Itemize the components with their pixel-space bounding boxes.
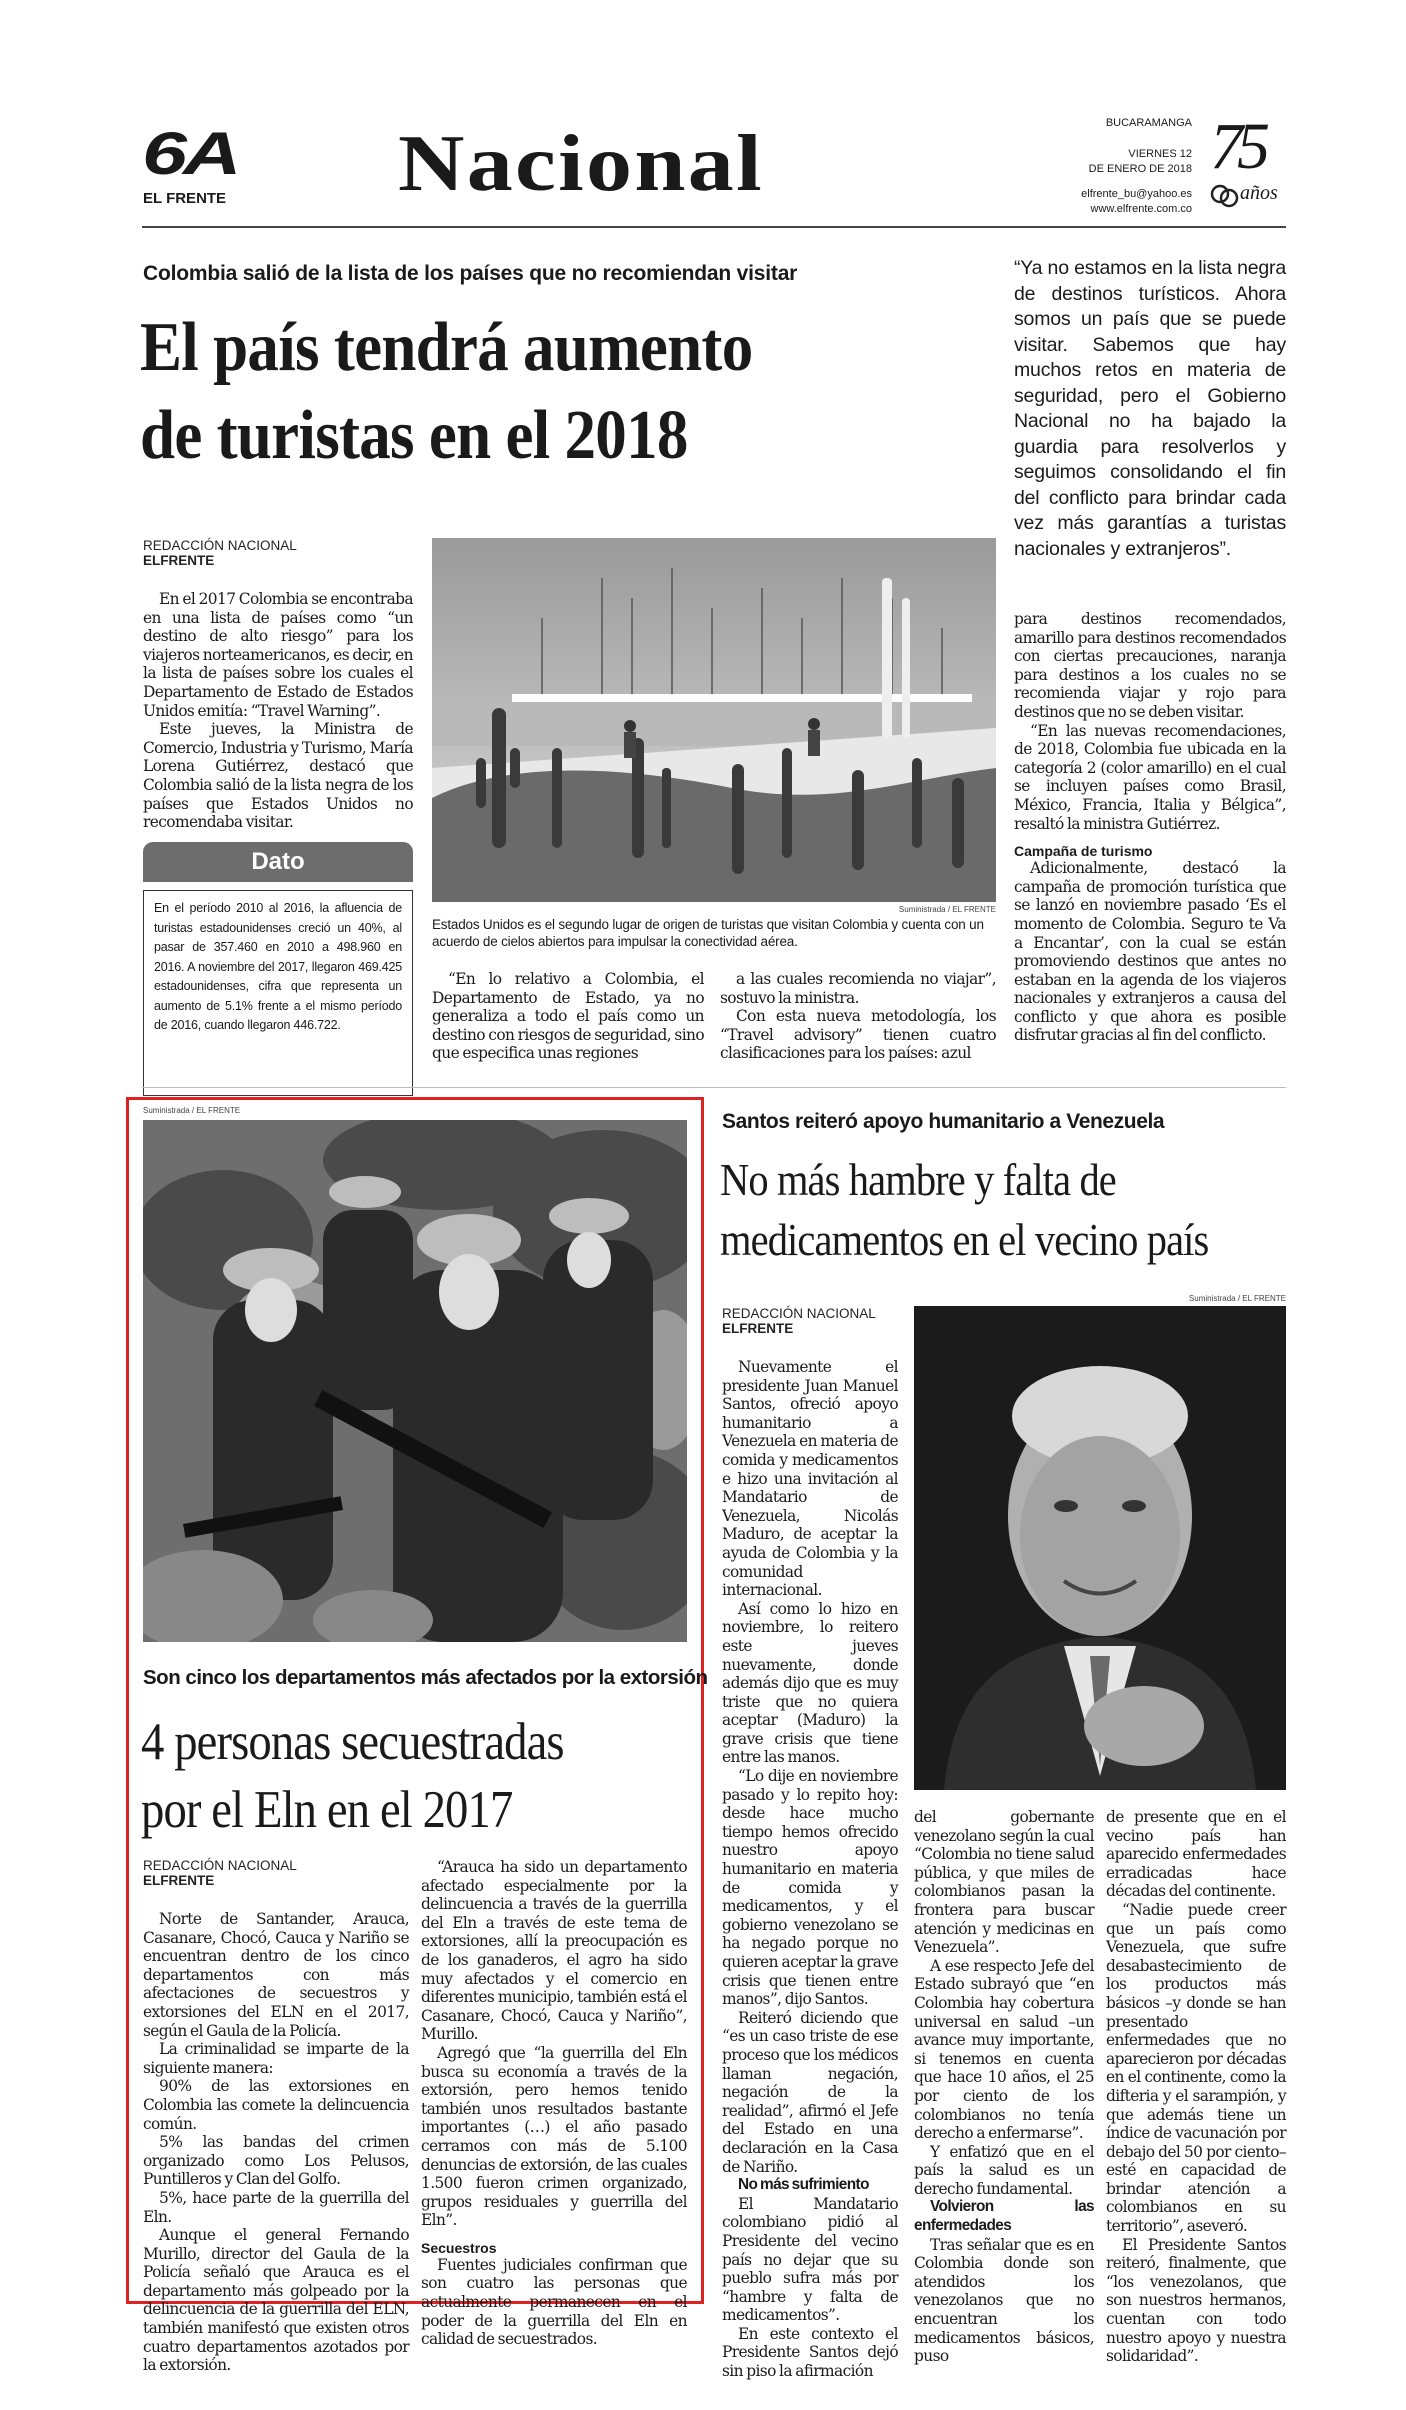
marina-photo (432, 538, 996, 902)
headline-line: de turistas en el 2018 (140, 397, 688, 474)
guerrilla-photo (143, 1120, 687, 1642)
anniversary-logo (1206, 112, 1286, 216)
photo-caption: Estados Unidos es el segundo lugar de origen de turistas que visitan Colombia y cuenta con un acuerdo de cielos abiertos para impulsar la conectividad aérea. (432, 917, 984, 949)
anniversary-rings-icon (1210, 180, 1244, 214)
paragraph: Reiteró diciendo que “es un caso triste de ese proceso que los médicos llaman negación, negación de la realidad”, afirmó el Jefe del Estado en una declaración en la Casa de Nariño. (722, 2008, 898, 2176)
paragraph: a las cuales recomienda no viajar”, sostuvo la ministra. (720, 970, 996, 1007)
email[interactable]: elfrente_bu@yahoo.es (1081, 188, 1192, 200)
byline-desk: REDACCIÓN NACIONAL (722, 1306, 876, 1321)
paragraph: 5% las bandas del crimen organizado como Los Pelusos, Puntilleros y Clan del Golfo. (143, 2133, 409, 2189)
paragraph: En el 2017 Colombia se encontraba en una lista de países como “un destino de alto riesgo” para los viajeros norteamericanos, es decir, en la lista de países sobre los cuales el Departamento de Estado de Estados Unidos emitía: “Travel Warning”. (143, 590, 413, 720)
headline-line: El país tendrá aumento (140, 309, 753, 386)
paragraph: del gobernante venezolano según la cual “Colombia no tiene salud pública, y que miles de colombianos pasan la frontera para buscar atención y medicinas en Venezuela”. (914, 1808, 1094, 1957)
paragraph: Así como lo hizo en noviembre, lo reitero este jueves nuevamente, donde además dijo que es muy triste que no quiera aceptar (Maduro) la grave crisis que tiene entre las manos. (722, 1599, 898, 1767)
column-1 (143, 1910, 409, 2375)
date-line: VIERNES 12 (1128, 148, 1192, 160)
paragraph: En este contexto el Presidente Santos dejó sin piso la afirmación (722, 2324, 898, 2381)
headline (140, 304, 914, 480)
page-number: 6A (142, 120, 238, 187)
section-title: Nacional (398, 120, 764, 208)
dato-box (143, 842, 413, 1096)
paragraph: A ese respecto Jefe del Estado subrayó que “en Colombia hay cobertura universal en salud –un avance muy importante, si tenemos en cuenta que hace 10 años, el 25 por ciento de los colombianos no tenía derecho a enfermarse”. (914, 1956, 1094, 2143)
headline-line: medicamentos en el vecino país (720, 1214, 1209, 1265)
byline (143, 538, 297, 568)
column-4 (1014, 610, 1286, 1045)
paragraph: La criminalidad se imparte de la siguiente manera: (143, 2040, 409, 2077)
date-line: DE ENERO DE 2018 (1088, 163, 1192, 175)
date-block (1050, 116, 1192, 217)
column-2 (432, 970, 704, 1063)
byline-paper: ELFRENTE (143, 553, 215, 568)
santos-photo (914, 1306, 1286, 1790)
subhead: Secuestros (421, 2239, 497, 2256)
headline (720, 1150, 1266, 1270)
paragraph: “Lo dije en noviembre pasado y lo repito hoy: desde hace mucho tiempo hemos ofrecido nuestro apoyo humanitario en materia de comida y medicamentos, y el gobierno venezolano se ha negado porque no quieren aceptar la grave crisis que tienen entre manos”, dijo Santos. (722, 1767, 898, 2009)
subhead: Volvieron las enfermedades (914, 2198, 1094, 2235)
photo-credit: Suministrada / EL FRENTE (1188, 1294, 1286, 1303)
anniversary-number: 75 (1210, 110, 1264, 183)
paragraph: Fuentes judiciales confirman que son cuatro las personas que actualmente permanecen en el poder de la guerrilla del Eln en calidad de secuestrados. (421, 2255, 687, 2349)
photo-credit: Suministrada / EL FRENTE (898, 905, 996, 914)
paragraph: Este jueves, la Ministra de Comercio, Industria y Turismo, María Lorena Gutiérrez, destacó que Colombia salió de la lista negra de los países que Estados Unidos no recomendaba visitar. (143, 720, 413, 832)
paragraph: Y enfatizó que en el país la salud es un derecho fundamental. (914, 2142, 1094, 2198)
headline (141, 1708, 669, 1844)
paragraph: “En lo relativo a Colombia, el Departamento de Estado, ya no generaliza a todo el país como un destino con riesgos de seguridad, sino que especifica unas regiones (432, 970, 704, 1063)
kicker: Colombia salió de la lista de los países que no recomiendan visitar (143, 262, 798, 285)
pull-quote: “Ya no estamos en la lista negra de destinos turísticos. Ahora somos un país que se puede visitar. Sabemos que hay muchos retos en materia de seguridad, pero el Gobierno Nacional no ha bajado la guardia para resolverlos y seguimos consolidando el fin del conflicto para brindar cada vez más garantías a turistas nacionales y extranjeros”. (1014, 257, 1286, 560)
photo-credit: Suministrada / EL FRENTE (143, 1106, 241, 1115)
paragraph: Con esta nueva metodología, los “Travel advisory” tienen cuatro clasificaciones para los países: azul (720, 1007, 996, 1063)
paragraph: “Nadie puede creer que un país como Venezuela, que sufre desabastecimiento de los productos más básicos –y donde se han presentado enfermedades que no aparecieron por décadas en el continente, como la difteria y el sarampión, y que además tiene un índice de vacunación por debajo del 50 por ciento– esté en capacidad de brindar atención a colombianos en su territorio”, aseveró. (1106, 1900, 1286, 2236)
byline-paper: ELFRENTE (722, 1321, 794, 1336)
column-1 (722, 1358, 898, 2381)
paragraph: de presente que en el vecino país han aparecido enfermedades erradicadas hace décadas del continente. (1106, 1808, 1286, 1901)
paragraph: Aunque el general Fernando Murillo, director del Gaula de la Policía señaló que Arauca es el departamento más golpeado por la delincuencia de la guerrilla del ELN, también manifestó que existen otros cuatro departamentos azotados por la extorsión. (143, 2226, 409, 2375)
byline-desk: REDACCIÓN NACIONAL (143, 538, 297, 553)
paragraph: 5%, hace parte de la guerrilla del Eln. (143, 2188, 409, 2226)
headline-line: 4 personas secuestradas (141, 1713, 564, 1771)
paragraph: Nuevamente el presidente Juan Manuel Santos, ofreció apoyo humanitario a Venezuela en materia de comida y medicamentos e hizo una invitación al Mandatario de Venezuela, Nicolás Maduro, de aceptar la ayuda de Colombia y la comunidad internacional. (722, 1358, 898, 1600)
dato-text: En el período 2010 al 2016, la afluencia de turistas estadounidenses creció un 40%, al pasar de 357.460 en 2010 a 498.960 en 2016. A noviembre del 2017, llegaron 469.425 estadounidenses, cifra que representa un aumento de 5.1% frente a el mismo período de 2016, cuando llegaron 446.722. (143, 890, 413, 1096)
section-divider (142, 1087, 1286, 1088)
paragraph: Agregó que “la guerrilla del Eln busca su economía a través de la extorsión, pero hemos tenido también unos resultados bastante importantes (…) el año pasado cerramos con más de 5.100 denuncias de extorsión, de las cuales 1.500 fueron crimen organizado, grupos residuales y guerrilla del Eln”. (421, 2043, 687, 2230)
headline-line: No más hambre y falta de (720, 1154, 1116, 1205)
column-3 (720, 970, 996, 1063)
paragraph: Norte de Santander, Arauca, Casanare, Chocó, Cauca y Nariño se encuentran dentro de los cinco departamentos con más afectaciones de secuestros y extorsiones del ELN en el 2017, según el Gaula de la Policía. (143, 1910, 409, 2040)
headline-line: por el Eln en el 2017 (141, 1781, 513, 1839)
kicker: Santos reiteró apoyo humanitario a Venezuela (722, 1110, 1165, 1133)
column-1 (143, 590, 413, 832)
dato-title: Dato (143, 842, 413, 882)
paragraph: Tras señalar que es en Colombia donde son atendidos los venezolanos que no encuentran los medicamentos básicos, puso (914, 2235, 1094, 2366)
masthead-rule (142, 226, 1286, 228)
paragraph: 90% de las extorsiones en Colombia las comete la delincuencia común. (143, 2077, 409, 2133)
byline (722, 1306, 876, 1336)
paper-short-name: EL FRENTE (143, 190, 227, 207)
byline-desk: REDACCIÓN NACIONAL (143, 1858, 297, 1873)
byline (143, 1858, 297, 1888)
paragraph: El Presidente Santos reiteró, finalmente, que “los venezolanos, que son nuestros hermanos, cuentan con todo nuestro apoyo y nuestra solidaridad”. (1106, 2235, 1286, 2366)
city: BUCARAMANGA (1105, 117, 1192, 129)
paragraph: El Mandatario colombiano pidió al Presidente del vecino país no dejar que su pueblo sufra más por “hambre y falta de medicamentos”. (722, 2194, 898, 2325)
byline-paper: ELFRENTE (143, 1873, 215, 1888)
paragraph: “En las nuevas recomendaciones, de 2018, Colombia fue ubicada en la categoría 2 (color amarillo) en el cual se incluyen países como Brasil, México, Francia, Italia y Bélgica”, resaltó la ministra Gutiérrez. (1014, 721, 1286, 833)
column-3 (1106, 1808, 1286, 2366)
paragraph: “Arauca ha sido un departamento afectado especialmente por la delincuencia a través de la guerrilla del Eln a través de este tema de extorsiones, allí la preocupación es de los ganaderos, el agro ha sido muy afectados y el comercio en diferentes municipio, también está el Casanare, Chocó, Cauca y Nariño”, Murillo. (421, 1858, 687, 2044)
column-2 (914, 1808, 1094, 2366)
kicker: Son cinco los departamentos más afectados por la extorsión (143, 1666, 708, 1689)
website[interactable]: www.elfrente.com.co (1090, 203, 1192, 215)
paragraph: para destinos recomendados, amarillo para destinos recomendados con ciertas precauciones, naranja para destinos a los cuales no se recomienda viajar y rojo para destinos que no se deben visitar. (1014, 610, 1286, 721)
column-2 (421, 1858, 687, 2349)
paragraph: Adicionalmente, destacó la campaña de promoción turística que se lanzó en noviembre pasado ‘Es el momento de Colombia. Seguro te Va a Encantar’, con la cual se están promoviendo destinos que antes no estaban en la agenda de los viajeros nacionales y extranjeros a causa del conflicto y que ahora es posible disfrutar gracias al fin del conflicto. (1014, 859, 1286, 1045)
subhead: No más sufrimiento (738, 2176, 869, 2194)
subhead: Campaña de turismo (1014, 843, 1153, 860)
anniversary-word: años (1240, 182, 1278, 204)
